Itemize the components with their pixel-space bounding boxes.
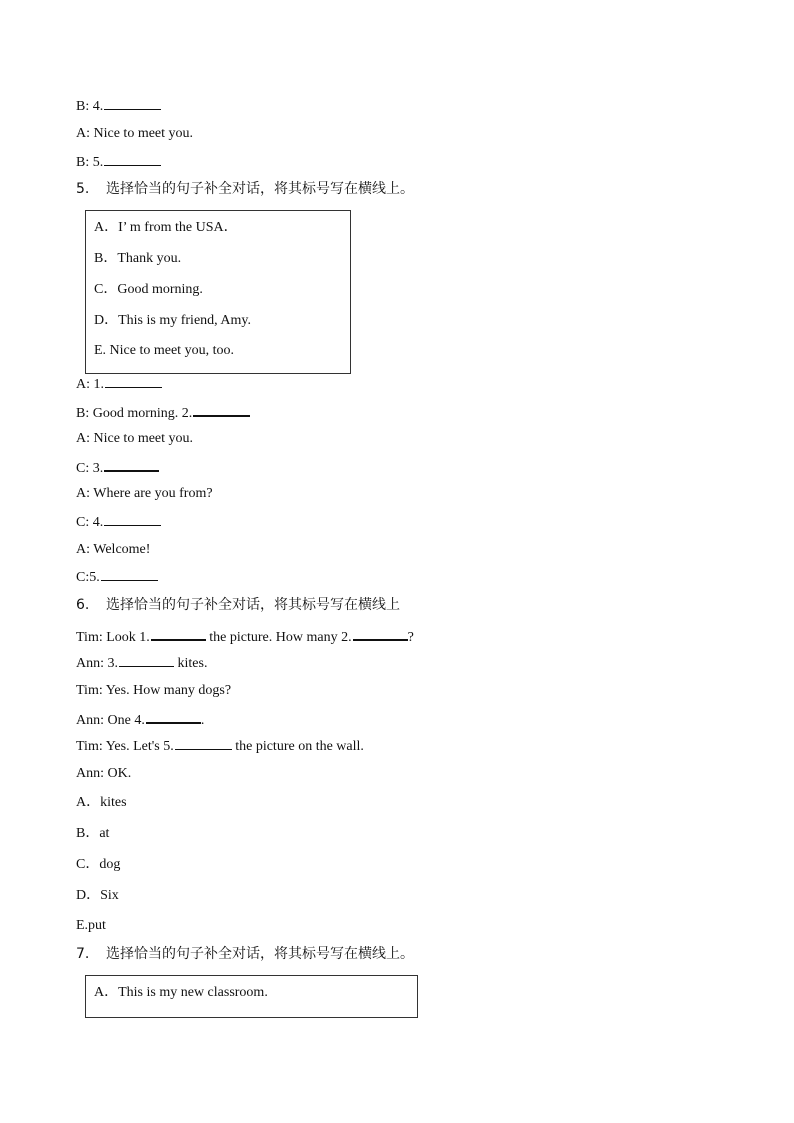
dialogue-line-b4: B: 4. xyxy=(76,97,161,116)
q5-dialogue-line-5: A: Where are you from? xyxy=(76,486,213,501)
answer-blank[interactable] xyxy=(105,375,162,388)
q6-option-a: A．kites xyxy=(76,795,127,810)
answer-blank[interactable] xyxy=(104,153,161,166)
answer-blank[interactable] xyxy=(104,458,159,472)
answer-blank[interactable] xyxy=(151,627,206,641)
answer-blank[interactable] xyxy=(353,627,408,641)
q6-option-c: C．dog xyxy=(76,857,121,872)
question-6-heading: 6. 选择恰当的句子补全对话，将其标号写在横线上 xyxy=(76,597,400,613)
answer-blank[interactable] xyxy=(119,654,174,667)
answer-blank[interactable] xyxy=(104,97,161,110)
question-7-options-box xyxy=(85,975,418,1018)
q5-dialogue-line-6: C: 4. xyxy=(76,513,161,532)
q5-dialogue-line-7: A: Welcome! xyxy=(76,542,151,557)
question-5-heading: 5. 选择恰当的句子补全对话，将其标号写在横线上。 xyxy=(76,181,414,197)
answer-blank[interactable] xyxy=(175,737,232,750)
option-d: D．This is my friend, Amy. xyxy=(94,313,251,328)
option-b: B．Thank you. xyxy=(94,251,182,266)
dialogue-line-a-nice: A: Nice to meet you. xyxy=(76,126,194,141)
q5-dialogue-line-3: A: Nice to meet you. xyxy=(76,431,194,446)
option-a: A．I’ m from the USA． xyxy=(94,220,238,235)
q5-dialogue-line-1: A: 1. xyxy=(76,375,162,394)
q5-dialogue-line-8: C:5. xyxy=(76,568,158,587)
q5-dialogue-line-2: B: Good morning. 2. xyxy=(76,403,250,423)
q6-option-d: D．Six xyxy=(76,888,119,903)
q6-dialogue-line-3: Tim: Yes. How many dogs? xyxy=(76,683,232,698)
q6-option-e: E.put xyxy=(76,918,106,933)
question-5-options-box xyxy=(85,210,351,374)
option-c: C．Good morning. xyxy=(94,282,203,297)
answer-blank[interactable] xyxy=(193,403,250,417)
q6-option-b: B．at xyxy=(76,826,110,841)
answer-blank[interactable] xyxy=(104,513,161,526)
answer-blank[interactable] xyxy=(101,568,158,581)
q6-dialogue-line-6: Ann: OK. xyxy=(76,766,132,781)
option-a: A．This is my new classroom. xyxy=(94,985,268,1000)
q5-dialogue-line-4: C: 3. xyxy=(76,458,159,478)
q6-dialogue-line-2: Ann: 3. kites. xyxy=(76,656,208,671)
q6-dialogue-line-5: Tim: Yes. Let's 5. the picture on the wall. xyxy=(76,739,364,754)
q6-dialogue-line-1: Tim: Look 1. the picture. How many 2. ? xyxy=(76,627,414,647)
option-e: E. Nice to meet you, too. xyxy=(94,343,234,358)
q6-dialogue-line-4: Ann: One 4. . xyxy=(76,710,204,730)
answer-blank[interactable] xyxy=(146,710,201,724)
question-7-heading: 7. 选择恰当的句子补全对话，将其标号写在横线上。 xyxy=(76,946,414,962)
dialogue-line-b5: B: 5. xyxy=(76,153,161,172)
